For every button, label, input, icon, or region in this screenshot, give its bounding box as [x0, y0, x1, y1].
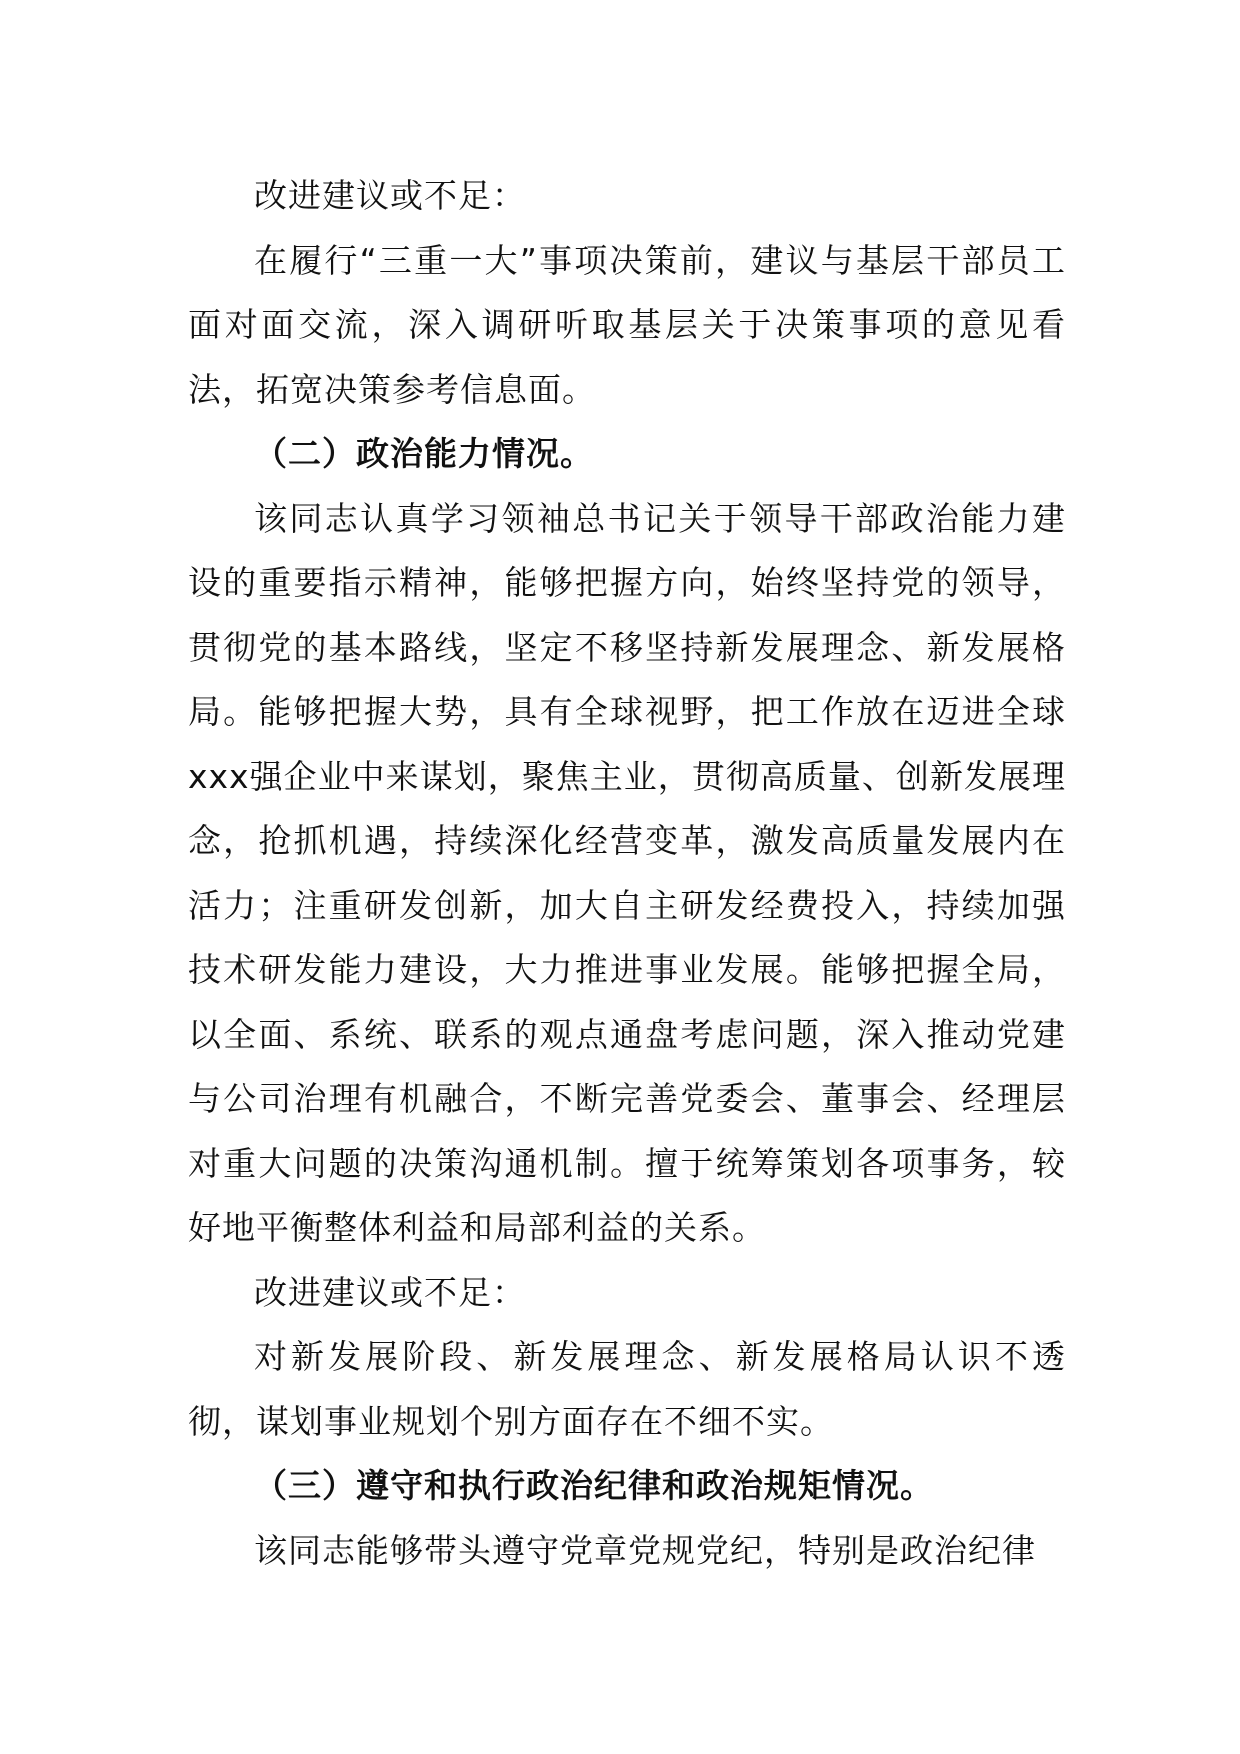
paragraph-improvement-suggestion-2: 对新发展阶段、新发展理念、新发展格局认识不透彻，谋划事业规划个别方面存在不细不实。: [188, 1337, 1066, 1441]
paragraph-improvement-label-1: 改进建议或不足：: [254, 176, 526, 215]
paragraph-political-ability-body: 该同志认真学习领袖总书记关于领导干部政治能力建设的重要指示精神，能够把握方向，始终坚持党的领导，贯彻党的基本路线，坚定不移坚持新发展理念、新发展格局。能够把握大势，具有全球视野，把工作放在迈进全球xxx强企业中来谋划，聚焦主业，贯彻高质量、创新发展理念，抢抓机遇，持续深化经营变革，激发高质量发展内在活力；注重研发创新，加大自主研发经费投入，持续加强技术研发能力建设，大力推进事业发展。能够把握全局，以全面、系统、联系的观点通盘考虑问题，深入推动党建与公司治理有机融合，不断完善党委会、董事会、经理层对重大问题的决策沟通机制。擅于统筹策划各项事务，较好地平衡整体利益和局部利益的关系。: [188, 498, 1066, 1247]
paragraph-improvement-label-2: 改进建议或不足：: [254, 1272, 526, 1312]
paragraph-improvement-suggestion-1: 在履行“三重一大”事项决策前，建议与基层干部员工面对面交流，深入调研听取基层关于决策事项的意见看法，拓宽决策参考信息面。: [188, 240, 1066, 409]
section-heading-political-ability: （二）政治能力情况。: [254, 434, 594, 473]
paragraph-political-discipline-body: 该同志能够带头遵守党章党规党纪，特别是政治纪律: [254, 1530, 1036, 1570]
section-heading-political-discipline: （三）遵守和执行政治纪律和政治规矩情况。: [254, 1466, 934, 1505]
document-body: [188, 164, 1066, 1583]
